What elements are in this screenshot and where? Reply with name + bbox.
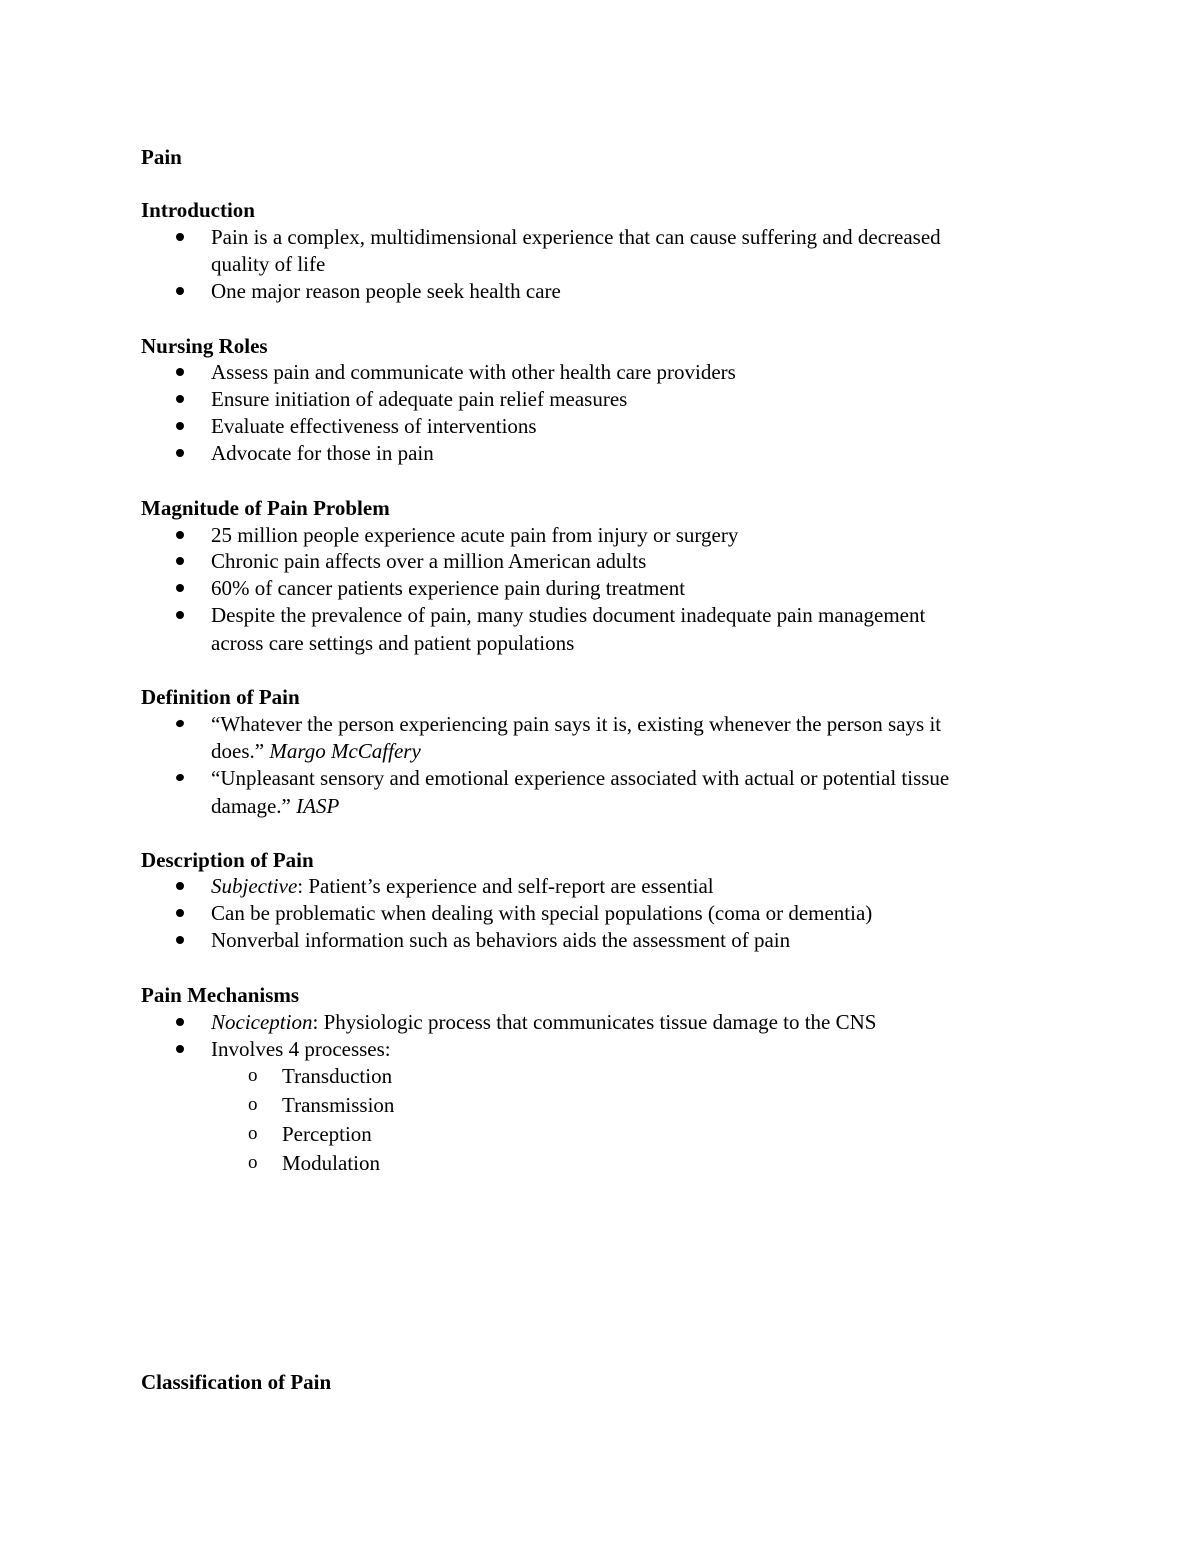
bullet-icon: [176, 531, 184, 539]
list-item: Ensure initiation of adequate pain relief measures: [211, 387, 628, 411]
bullet-icon: [176, 395, 184, 403]
quote-text: does.”: [211, 739, 265, 763]
section-heading-nursing-roles: Nursing Roles: [141, 334, 268, 358]
list-item: One major reason people seek health care: [211, 279, 561, 303]
sub-bullet-icon: o: [248, 1152, 258, 1173]
bullet-icon: [176, 368, 184, 376]
list-item: Assess pain and communicate with other health care providers: [211, 360, 736, 384]
page-title: Pain: [141, 145, 182, 169]
sub-bullet-icon: o: [248, 1123, 258, 1144]
section-heading-definition: Definition of Pain: [141, 685, 300, 709]
sub-list-item: Transduction: [282, 1064, 393, 1088]
section-heading-introduction: Introduction: [141, 198, 255, 222]
quote-text: damage.”: [211, 794, 291, 818]
section-heading-classification: Classification of Pain: [141, 1370, 332, 1394]
list-item: “Unpleasant sensory and emotional experience associated with actual or potential tissue: [211, 766, 950, 790]
list-item: Pain is a complex, multidimensional experience that can cause suffering and decreased: [211, 225, 941, 249]
bullet-icon: [176, 233, 184, 241]
bullet-icon: [176, 611, 184, 619]
italic-term: Nociception: [211, 1010, 313, 1034]
sub-list-item: Perception: [282, 1122, 372, 1146]
bullet-icon: [175, 773, 185, 782]
list-item: [211, 873, 714, 899]
bullet-icon: [176, 557, 184, 565]
list-item-continuation: [211, 793, 339, 819]
list-item: Evaluate effectiveness of interventions: [211, 414, 537, 438]
section-heading-mechanisms: Pain Mechanisms: [141, 983, 300, 1007]
bullet-icon: [175, 719, 185, 728]
list-item: 25 million people experience acute pain from injury or surgery: [211, 523, 739, 547]
list-item: 60% of cancer patients experience pain during treatment: [211, 576, 686, 600]
list-item-continuation: [211, 738, 421, 764]
bullet-icon: [176, 936, 184, 944]
bullet-icon: [176, 584, 184, 592]
list-item: Nonverbal information such as behaviors aids the assessment of pain: [211, 928, 791, 952]
sub-list-item: Modulation: [282, 1151, 380, 1175]
term-definition: : Patient’s experience and self-report are essential: [297, 874, 714, 898]
sub-list-item: Transmission: [282, 1093, 395, 1117]
term-definition: : Physiologic process that communicates tissue damage to the CNS: [312, 1010, 877, 1034]
bullet-icon: [176, 422, 184, 430]
list-item: “Whatever the person experiencing pain says it is, existing whenever the person says it: [211, 712, 942, 736]
section-heading-magnitude: Magnitude of Pain Problem: [141, 496, 390, 520]
list-item: Despite the prevalence of pain, many studies document inadequate pain management: [211, 603, 926, 627]
bullet-icon: [176, 882, 184, 890]
list-item: Chronic pain affects over a million American adults: [211, 549, 647, 573]
sub-bullet-icon: o: [248, 1065, 258, 1086]
bullet-icon: [176, 1045, 184, 1053]
bullet-icon: [176, 1018, 184, 1026]
list-item: [211, 1009, 876, 1035]
list-item: Advocate for those in pain: [211, 441, 434, 465]
list-item: Can be problematic when dealing with special populations (coma or dementia): [211, 901, 873, 925]
bullet-icon: [176, 909, 184, 917]
list-item-continuation: quality of life: [211, 252, 326, 276]
sub-bullet-icon: o: [248, 1094, 258, 1115]
quote-attribution: IASP: [296, 794, 340, 818]
quote-attribution: Margo McCaffery: [269, 739, 421, 763]
section-heading-description: Description of Pain: [141, 848, 314, 872]
bullet-icon: [176, 449, 184, 457]
list-item-continuation: across care settings and patient populations: [211, 631, 575, 655]
list-item: Involves 4 processes:: [211, 1037, 391, 1061]
italic-term: Subjective: [211, 874, 298, 898]
bullet-icon: [176, 287, 184, 295]
